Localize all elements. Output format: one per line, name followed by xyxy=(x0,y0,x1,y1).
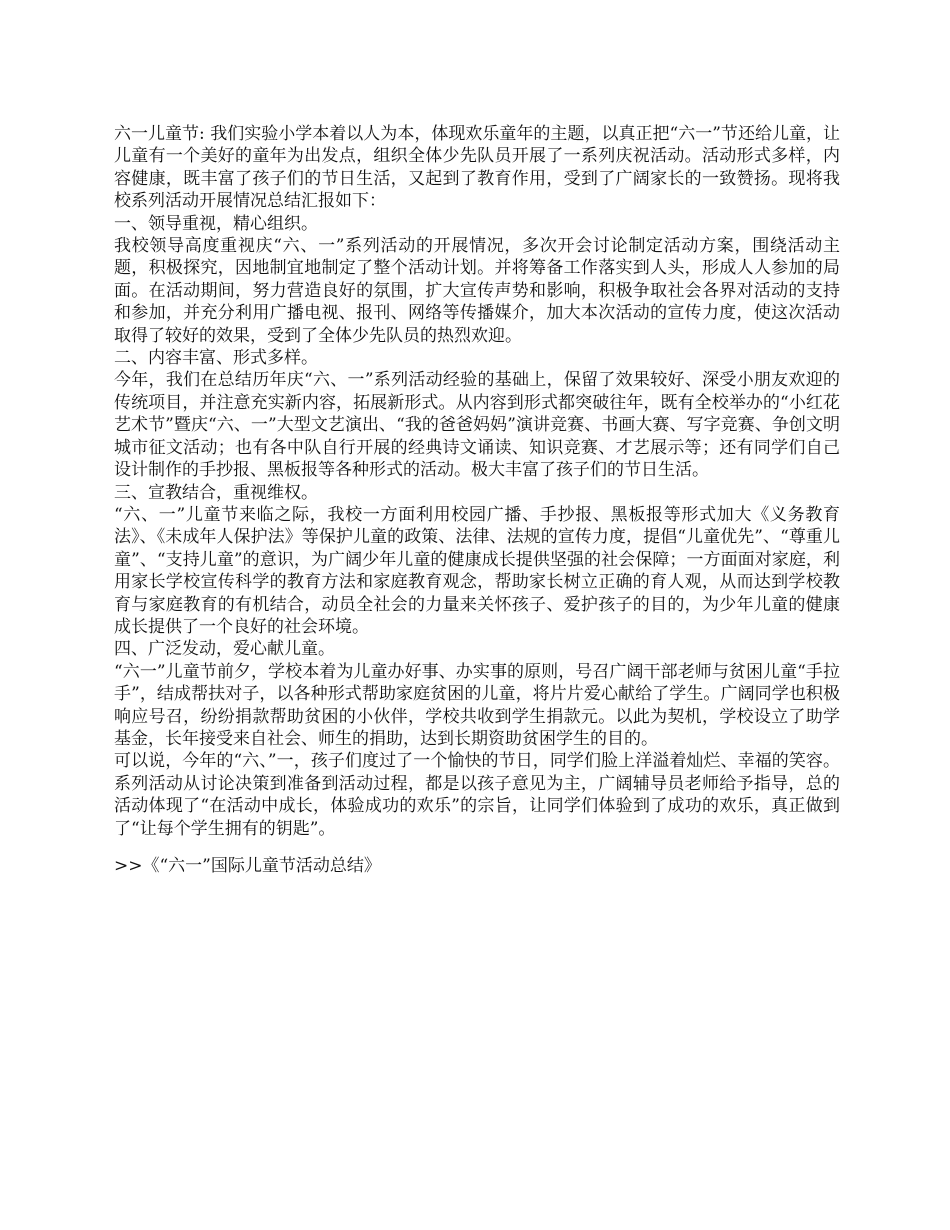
section-heading-1: 一、领导重视，精心组织。 xyxy=(114,213,318,234)
section-paragraph-2: 今年，我们在总结历年庆“六、一”系列活动经验的基础上，保留了效果较好、深受小朋友欢迎的传统项目，并注意充实新内容，拓展新形式。从内容到形式都突破往年，既有全校举办的“小红花艺术节”暨庆“六、一”大型文艺演出、“我的爸爸妈妈”演讲竞赛、书画大赛、写字竞赛、争创文明城市征文活动；也有各中队自行开展的经典诗文诵读、知识竞赛、才艺展示等；还有同学们自己设计制作的手抄报、黑板报等各种形式的活动。极大丰富了孩子们的节日生活。 xyxy=(114,370,840,481)
section-paragraph-3: “六、一”儿童节来临之际，我校一方面利用校园广播、手抄报、黑板报等形式加大《义务教育法》、《未成年人保护法》等保护儿童的政策、法律、法规的宣传力度，提倡“儿童优先”、“尊重儿童”、“支持儿童”的意识，为广阔少年儿童的健康成长提供坚强的社会保障；一方面面对家庭，利用家长学校宣传科学的教育方法和家庭教育观念，帮助家长树立正确的育人观，从而达到学校教育与家庭教育的有机结合，动员全社会的力量来关怀孩子、爱护孩子的目的，为少年儿童的健康成长提供了一个良好的社会环境。 xyxy=(114,504,840,637)
section-heading-4: 四、广泛发动，爱心献儿童。 xyxy=(114,639,335,660)
document-body xyxy=(114,123,840,877)
related-article-link[interactable]: >>《“六一”国际儿童节活动总结》 xyxy=(114,856,381,876)
conclusion-paragraph: 可以说，今年的“六、”一，孩子们度过了一个愉快的节日，同学们脸上洋溢着灿烂、幸福的笑容。系列活动从讨论决策到准备到活动过程，都是以孩子意见为主，广阔辅导员老师给予指导，总的活动体现了“在活动中成长，体验成功的欢乐”的宗旨，让同学们体验到了成功的欢乐，真正做到了“让每个学生拥有的钥匙”。 xyxy=(114,751,840,839)
section-heading-2: 二、内容丰富、形式多样。 xyxy=(114,348,318,369)
section-paragraph-1: 我校领导高度重视庆“六、一”系列活动的开展情况，多次开会讨论制定活动方案，围绕活动主题，积极探究，因地制宜地制定了整个活动计划。并将筹备工作落实到人头，形成人人参加的局面。在活动期间，努力营造良好的氛围，扩大宣传声势和影响，积极争取社会各界对活动的支持和参加，并充分利用广播电视、报刊、网络等传播媒介，加大本次活动的宣传力度，使这次活动取得了较好的效果，受到了全体少先队员的热烈欢迎。 xyxy=(114,236,840,346)
section-paragraph-4: “六一”儿童节前夕，学校本着为儿童办好事、办实事的原则，号召广阔干部老师与贫困儿童“手拉手”，结成帮扶对子，以各种形式帮助家庭贫困的儿童，将片片爱心献给了学生。广阔同学也积极响应号召，纷纷捐款帮助贫困的小伙伴，学校共收到学生捐款元。以此为契机，学校设立了助学基金，长年接受来自社会、师生的捐助，达到长期资助贫困学生的目的。 xyxy=(114,661,840,749)
intro-paragraph: 六一儿童节: 我们实验小学本着以人为本，体现欢乐童年的主题，以真正把“六一”节还给儿童，让儿童有一个美好的童年为出发点，组织全体少先队员开展了一系列庆祝活动。活动形式多样，内容健康，既丰富了孩子们的节日生活，又起到了教育作用，受到了广阔家长的一致赞扬。现将我校系列活动开展情况总结汇报如下： xyxy=(114,124,840,212)
section-heading-3: 三、宣教结合，重视维权。 xyxy=(114,482,318,503)
